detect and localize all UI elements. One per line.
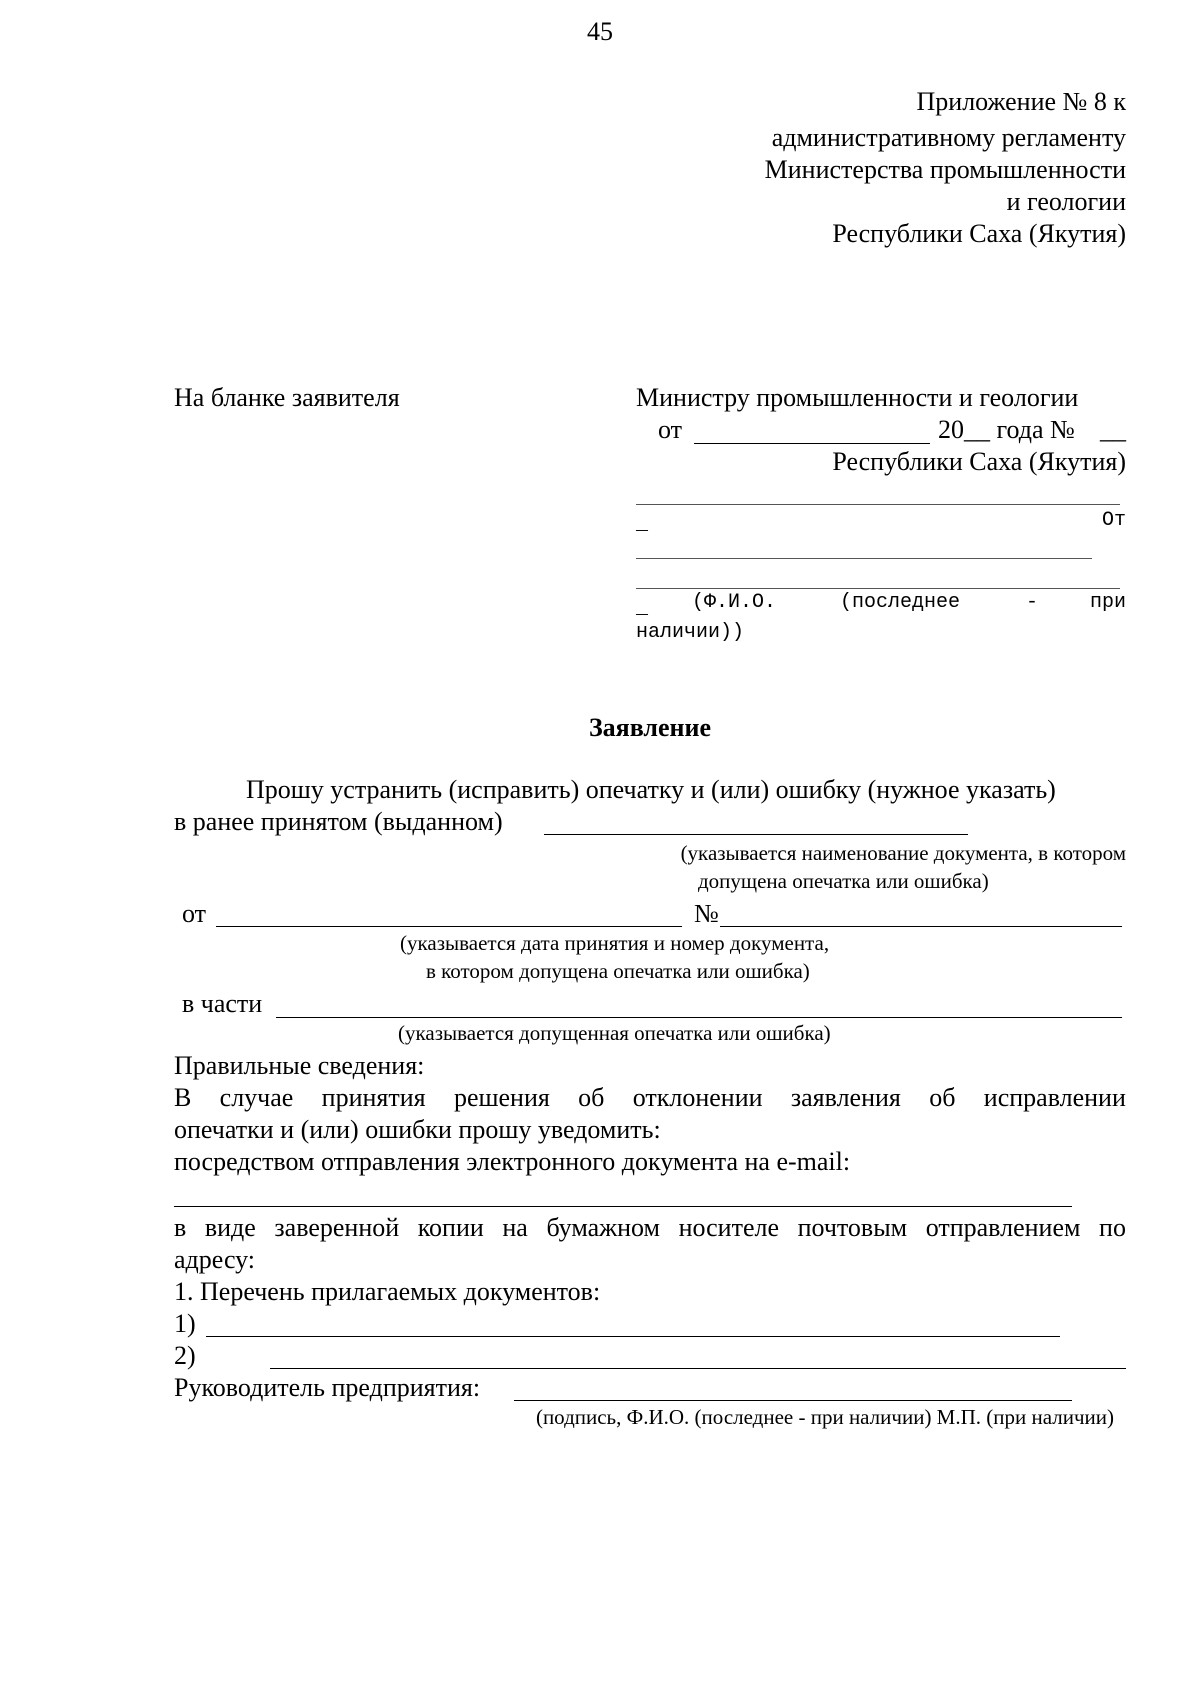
appendix-line-4: и геологии (1006, 187, 1126, 216)
addressee-date-line (694, 443, 930, 444)
signature-blank-line (514, 1400, 1072, 1401)
addressee-blank-line-1 (636, 504, 1120, 505)
attachment-2-label: 2) (174, 1341, 196, 1370)
document-name-blank-line (544, 834, 968, 835)
email-option: посредством отправления электронного документа на e-mail: (174, 1147, 851, 1176)
paper-word: виде (204, 1213, 256, 1242)
in-part-blank-line (276, 1017, 1122, 1018)
fio-hint-part-2: (последнее (840, 591, 961, 614)
in-part-label: в части (182, 989, 263, 1018)
reject-line-1 (174, 1082, 1126, 1114)
appendix-line-2: административному регламенту (771, 123, 1126, 152)
fio-hint-part-3: - (1026, 591, 1039, 614)
attachment-1-label: 1) (174, 1309, 196, 1338)
addressee-date-year: 20__ года № (938, 415, 1075, 444)
appendix-line-3: Министерства промышленности (764, 155, 1126, 184)
addressee-from-label: От (1101, 509, 1126, 532)
number-blank-line (720, 926, 1122, 927)
hint-date-2: в котором допущена опечатка или ошибка) (426, 959, 810, 983)
request-line-1: Прошу устранить (исправить) опечатку и (или) ошибку (нужное указать) (246, 775, 1056, 804)
paper-word: по (1099, 1213, 1126, 1242)
addressee-line-1: Министру промышленности и геологии (636, 383, 1079, 412)
hint-document-name-2: допущена опечатка или ошибка) (698, 869, 989, 893)
paper-word: почтовым (797, 1213, 908, 1242)
email-blank-line (174, 1206, 1072, 1207)
reject-word: случае (219, 1083, 294, 1112)
fio-hint-part-1: (Ф.И.О. (692, 591, 777, 614)
paper-word: бумажном (546, 1213, 660, 1242)
addressee-underscore-1: _ (636, 513, 649, 536)
hint-date-1: (указывается дата принятия и номер документа, (400, 931, 830, 955)
addressee-date-prefix: от (658, 415, 683, 444)
fio-hint-part-4: при (1089, 591, 1126, 614)
attachments-title: 1. Перечень прилагаемых документов: (174, 1277, 601, 1306)
reject-word: исправлении (983, 1083, 1126, 1112)
addressee-blank-line-2 (636, 558, 1092, 559)
reject-word: решения (453, 1083, 550, 1112)
reject-word: В (174, 1083, 192, 1112)
reject-word: об (578, 1083, 605, 1112)
request-line-2: в ранее принятом (выданном) (174, 807, 503, 836)
appendix-line-5: Республики Саха (Якутия) (832, 219, 1126, 248)
reject-line-2: опечатки и (или) ошибки прошу уведомить: (174, 1115, 661, 1144)
addressee-underscore-2: _ (636, 597, 649, 620)
document-title: Заявление (588, 713, 712, 742)
addressee-blank-line-3 (636, 588, 1120, 589)
head-signature-label: Руководитель предприятия: (174, 1373, 481, 1402)
addressee-number-blank: __ (1100, 415, 1126, 444)
paper-line-1 (174, 1212, 1126, 1244)
number-sign: № (694, 899, 719, 928)
date-prefix: от (182, 899, 207, 928)
reject-word: об (929, 1083, 956, 1112)
paper-word: копии (417, 1213, 484, 1242)
appendix-line-1: Приложение № 8 к (916, 87, 1126, 116)
paper-line-2: адресу: (174, 1245, 256, 1274)
reject-word: заявления (790, 1083, 901, 1112)
signature-hint: (подпись, Ф.И.О. (последнее - при наличии) М.П. (при наличии) (535, 1405, 1114, 1429)
paper-word: на (502, 1213, 528, 1242)
hint-error: (указывается допущенная опечатка или ошибка) (398, 1021, 831, 1045)
fio-hint-line-2: наличии)) (636, 621, 745, 644)
paper-word: в (174, 1213, 187, 1242)
paper-word: носителе (678, 1213, 779, 1242)
paper-word: заверенной (274, 1213, 400, 1242)
reject-word: принятия (321, 1083, 426, 1112)
date-blank-line (216, 926, 682, 927)
attachment-1-blank-line (206, 1336, 1060, 1337)
page-number: 45 (587, 17, 613, 46)
reject-word: отклонении (632, 1083, 763, 1112)
correct-info-label: Правильные сведения: (174, 1051, 425, 1080)
hint-document-name-1: (указывается наименование документа, в котором (680, 841, 1126, 865)
attachment-2-blank-line (270, 1368, 1126, 1369)
letterhead-note: На бланке заявителя (174, 383, 400, 412)
paper-word: отправлением (925, 1213, 1081, 1242)
addressee-line-3: Республики Саха (Якутия) (832, 447, 1126, 476)
